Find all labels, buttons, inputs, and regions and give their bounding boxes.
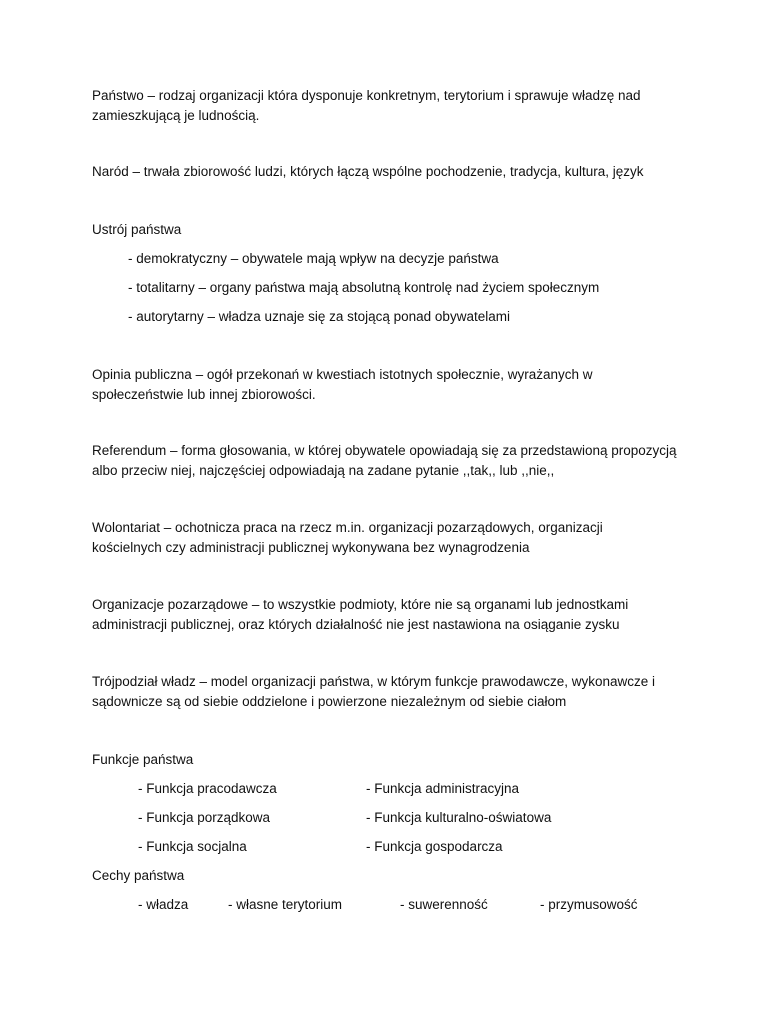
list-item-funkcja: - Funkcja porządkowa [138,810,271,825]
list-item-cecha: - przymusowość [540,897,638,912]
list-item-ustroj: - autorytarny – władza uznaje się za stojącą ponad obywatelami [128,309,510,324]
definition-narod: Naród – trwała zbiorowość ludzi, których łączą wspólne pochodzenie, tradycja, kultura, język [92,164,644,179]
cechy-row [92,895,712,915]
definition-referendum: Referendum – forma głosowania, w której obywatele opowiadają się za przedstawioną propozycją albo przeciw niej, najczęściej odpowiadają na zadane pytanie ,,tak,, lub ,,nie,, [92,443,677,478]
funkcje-row [92,808,712,828]
definition-organizacje-pozarzadowe: Organizacje pozarządowe – to wszystkie podmioty, które nie są organami lub jednostkami administracji publicznej, oraz których działalność nie jest nastawiona na osiąganie zysku [92,597,629,632]
section-heading-ustroj: Ustrój państwa [92,222,182,237]
list-item-funkcja: - Funkcja gospodarcza [366,839,503,854]
list-item-funkcja: - Funkcja socjalna [138,839,247,854]
definition-trojpodzial-wladz: Trójpodział władz – model organizacji państwa, w którym funkcje prawodawcze, wykonawcze i sądownicze są od siebie oddzielone i powierzone niezależnym od siebie ciałom [92,674,655,709]
section-heading-funkcje: Funkcje państwa [92,752,194,767]
list-item-funkcja: - Funkcja pracodawcza [138,781,277,796]
section-heading-cechy: Cechy państwa [92,868,185,883]
list-item-cecha: - suwerenność [400,897,488,912]
definition-wolontariat: Wolontariat – ochotnicza praca na rzecz m.in. organizacji pozarządowych, organizacji kościelnych czy administracji publicznej wykonywana bez wynagrodzenia [92,520,603,555]
list-item-ustroj: - demokratyczny – obywatele mają wpływ na decyzje państwa [128,251,499,266]
funkcje-row [92,779,712,799]
list-item-ustroj: - totalitarny – organy państwa mają absolutną kontrolę nad życiem społecznym [128,280,600,295]
list-item-funkcja: - Funkcja kulturalno-oświatowa [366,810,552,825]
funkcje-row [92,837,712,857]
list-item-cecha: - własne terytorium [228,897,343,912]
list-item-cecha: - władza [138,897,189,912]
definition-panstwo: Państwo – rodzaj organizacji która dysponuje konkretnym, terytorium i sprawuje władzę nad zamieszkującą je ludnością. [92,88,641,123]
definition-opinia-publiczna: Opinia publiczna – ogół przekonań w kwestiach istotnych społecznie, wyrażanych w społeczeństwie lub innej zbiorowości. [92,367,593,402]
list-item-funkcja: - Funkcja administracyjna [366,781,520,796]
